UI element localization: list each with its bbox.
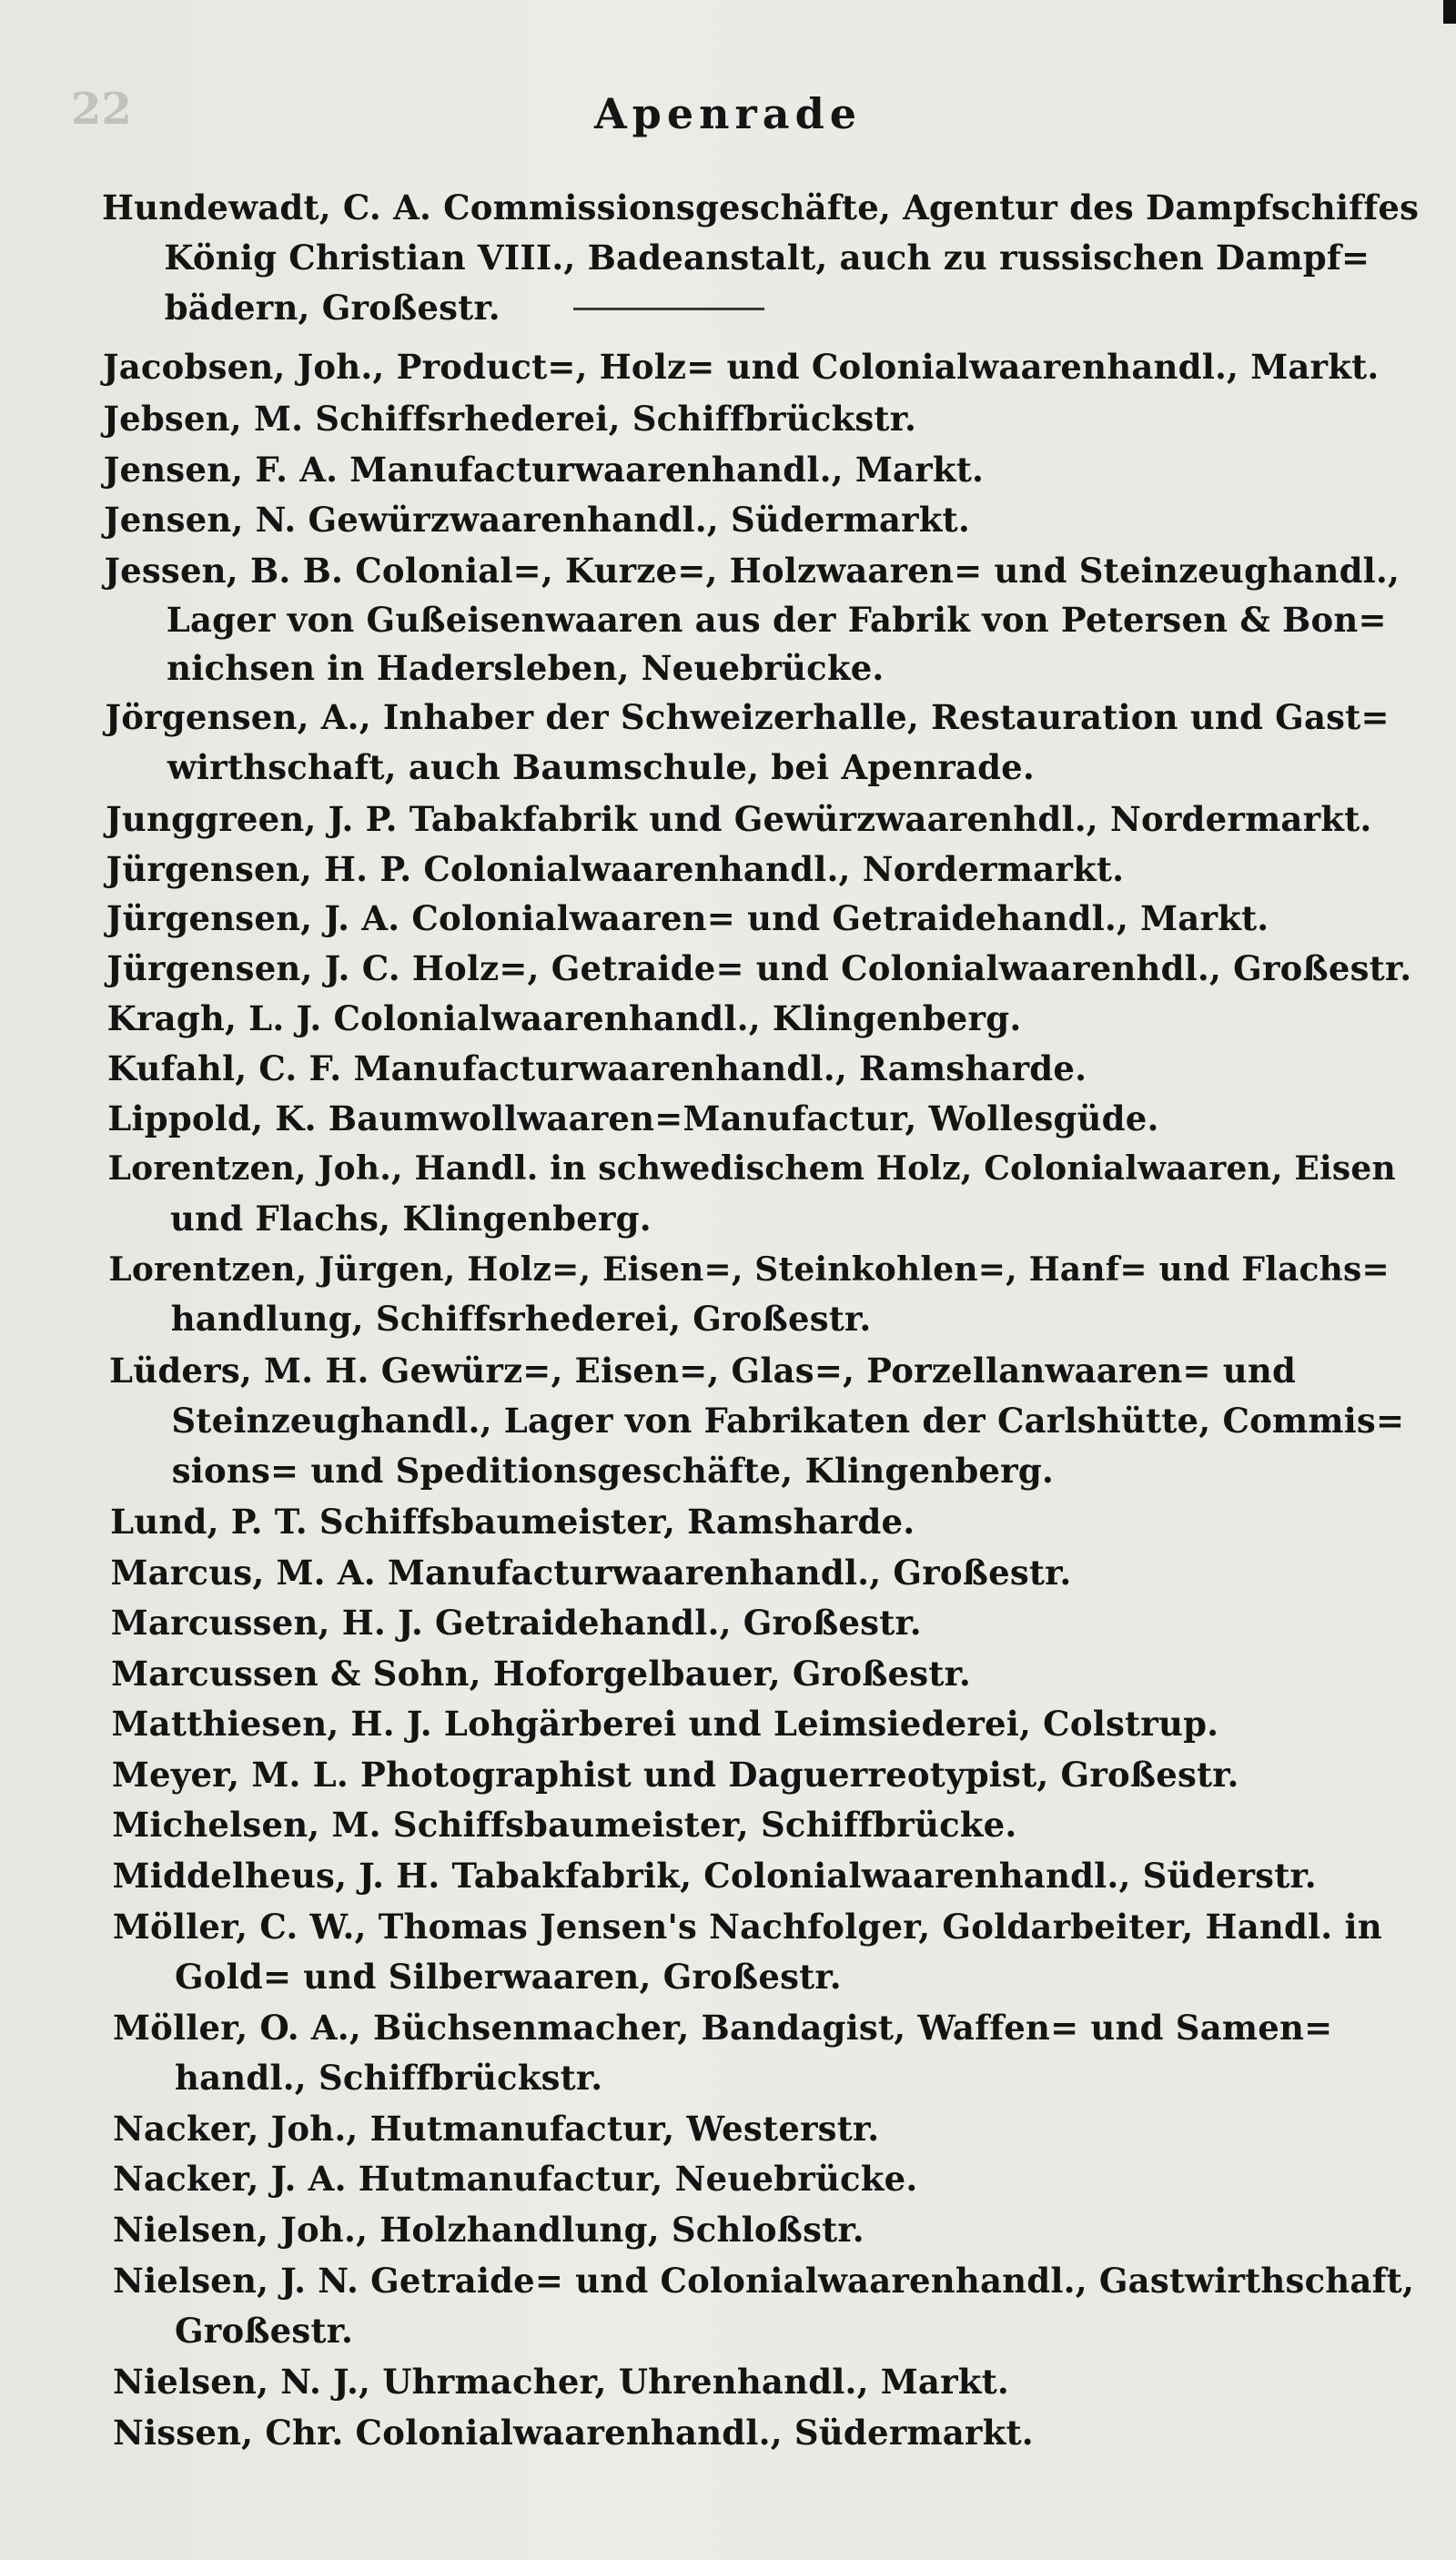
entry-first-line: Möller, C. W., Thomas Jensen's Nachfolger, Goldarbeiter, Handl. in [112,1907,1382,1947]
entry-first-line: Lippold, K. Baumwollwaaren=Manufactur, Wollesgüde. [107,1098,1159,1138]
entry-continuation-line: Großestr. [175,2311,354,2351]
entry-first-line: Nielsen, J. N. Getraide= und Colonialwaarenhandl., Gastwirthschaft, [113,2261,1415,2301]
entry-first-line: Marcus, M. A. Manufacturwaarenhandl., Großestr. [110,1553,1072,1593]
entry-continuation-line: König Christian VIII., Badeanstalt, auch zu russischen Dampf= [164,238,1370,278]
entry-first-line: Michelsen, M. Schiffsbaumeister, Schiffbrücke. [112,1805,1017,1845]
entry-continuation-line: sions= und Speditionsgeschäfte, Klingenberg. [171,1451,1054,1491]
entry-first-line: Jessen, B. B. Colonial=, Kurze=, Holzwaaren= und Steinzeughandl., [104,551,1400,591]
entry-first-line: Nissen, Chr. Colonialwaarenhandl., Südermarkt. [113,2413,1034,2453]
entry-first-line: Nielsen, N. J., Uhrmacher, Uhrenhandl., Markt. [113,2362,1010,2402]
entry-first-line: Matthiesen, H. J. Lohgärberei und Leimsiederei, Colstrup. [111,1704,1219,1744]
entry-first-line: Nielsen, Joh., Holzhandlung, Schloßstr. [113,2210,864,2250]
entry-continuation-line: und Flachs, Klingenberg. [170,1199,652,1239]
entry-first-line: Junggreen, J. P. Tabakfabrik und Gewürzwaarenhdl., Nordermarkt. [106,799,1372,839]
entry-first-line: Marcussen, H. J. Getraidehandl., Großestr. [110,1603,922,1643]
page-title: Apenrade [593,89,863,138]
entry-first-line: Jensen, N. Gewürzwaarenhandl., Südermarkt. [104,500,970,540]
entry-first-line: Lorentzen, Jürgen, Holz=, Eisen=, Steinkohlen=, Hanf= und Flachs= [108,1250,1390,1289]
page-number: 22 [71,84,132,135]
entry-first-line: Kragh, L. J. Colonialwaarenhandl., Klingenberg. [106,998,1022,1038]
entry-first-line: Jörgensen, A., Inhaber der Schweizerhalle, Restauration und Gast= [105,697,1390,737]
entry-continuation-line: Gold= und Silberwaaren, Großestr. [175,1957,842,1997]
entry-first-line: Meyer, M. L. Photographist und Daguerreotypist, Großestr. [111,1755,1239,1795]
entry-first-line: Lüders, M. H. Gewürz=, Eisen=, Glas=, Porzellanwaaren= und [109,1351,1297,1391]
entry-first-line: Jacobsen, Joh., Product=, Holz= und Colonialwaarenhandl., Markt. [103,347,1380,387]
entry-first-line: Nacker, Joh., Hutmanufactur, Westerstr. [113,2109,880,2149]
entry-continuation-line: handl., Schiffbrückstr. [175,2058,603,2098]
entry-continuation-line: nichsen in Hadersleben, Neuebrücke. [167,648,885,688]
entry-continuation-line: bädern, Großestr. [164,288,500,328]
entry-first-line: Nacker, J. A. Hutmanufactur, Neuebrücke. [113,2159,918,2199]
entry-first-line: Möller, O. A., Büchsenmacher, Bandagist, Waffen= und Samen= [113,2008,1333,2048]
entry-first-line: Jensen, F. A. Manufacturwaarenhandl., Markt. [103,450,985,490]
entry-first-line: Jürgensen, J. C. Holz=, Getraide= und Colonialwaarenhdl., Großestr. [106,948,1412,988]
entry-first-line: Lund, P. T. Schiffsbaumeister, Ramsharde. [110,1502,915,1542]
entry-continuation-line: handlung, Schiffsrhederei, Großestr. [170,1299,872,1339]
entry-first-line: Hundewadt, C. A. Commissionsgeschäfte, Agentur des Dampfschiffes [102,187,1420,228]
entry-first-line: Kufahl, C. F. Manufacturwaarenhandl., Ramsharde. [106,1048,1087,1088]
entry-first-line: Jürgensen, H. P. Colonialwaarenhandl., Nordermarkt. [106,849,1125,889]
entry-first-line: Lorentzen, Joh., Handl. in schwedischem Holz, Colonialwaaren, Eisen [107,1149,1396,1188]
entry-continuation-line: Lager von Gußeisenwaaren aus der Fabrik von Petersen & Bon= [166,600,1387,640]
entry-continuation-line: wirthschaft, auch Baumschule, bei Apenrade. [167,747,1035,787]
entry-first-line: Middelheus, J. H. Tabakfabrik, Colonialwaarenhandl., Süderstr. [112,1856,1317,1896]
entry-continuation-line: Steinzeughandl., Lager von Fabrikaten der Carlshütte, Commis= [171,1401,1405,1441]
entry-first-line: Jebsen, M. Schiffsrhederei, Schiffbrückstr. [103,399,917,439]
entry-first-line: Jürgensen, J. A. Colonialwaaren= und Getraidehandl., Markt. [106,898,1269,938]
entry-first-line: Marcussen & Sohn, Hoforgelbauer, Großestr. [111,1654,971,1694]
